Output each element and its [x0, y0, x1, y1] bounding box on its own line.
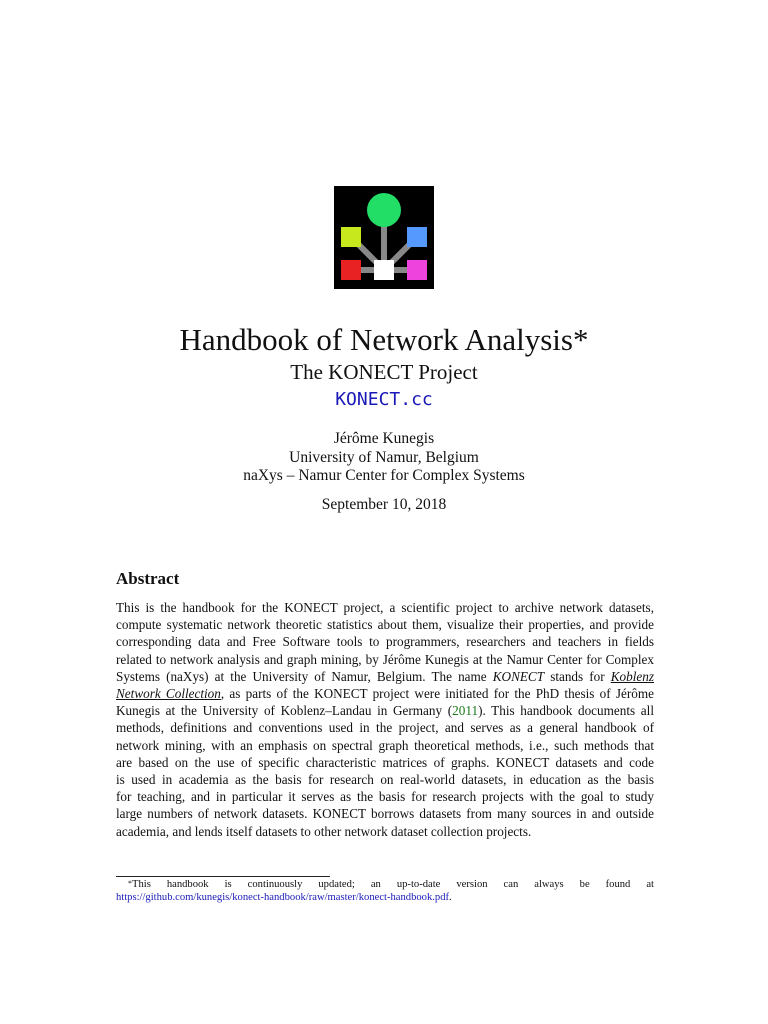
author-affiliation: University of Namur, Belgium [289, 448, 479, 466]
abstract-line: large numbers of network datasets. KONECT borrows datasets from many sources in and outside [116, 806, 654, 822]
abstract-text: stands for [544, 668, 611, 684]
konect-logo [334, 186, 434, 289]
abstract-line: This is the handbook for the KONECT project, a scientific project to archive network datasets, [116, 600, 654, 615]
abstract-line: academia, and lends itself datasets to other network dataset collection projects. [116, 823, 532, 839]
footnote-marker: * [128, 879, 132, 888]
abstract-line: compute systematic network theoretic statistics about them, visualize their properties, and provide [116, 617, 654, 633]
abstract-text: ). This handbook documents all [478, 703, 654, 719]
logo-node-bottom-right [407, 260, 427, 280]
abstract-line: network mining, with an emphasis on spectral graph theoretical methods, i.e., such methods that [116, 737, 654, 753]
author-name: Jérôme Kunegis [333, 430, 435, 447]
footnote-line [116, 892, 452, 903]
footnote-rule [116, 876, 330, 877]
abstract-body [116, 599, 654, 840]
konect-name-emphasis: KONECT [492, 668, 545, 684]
footnote-text: . [449, 892, 452, 903]
paper-title: Handbook of Network Analysis* [179, 322, 589, 357]
abstract-heading: Abstract [116, 569, 180, 588]
logo-node-right [407, 227, 427, 247]
handbook-url-link[interactable]: https://github.com/kunegis/konect-handbook/raw/master/konect-handbook.pdf [116, 892, 450, 903]
abstract-line [116, 685, 654, 702]
footnote-text: This handbook is continuously updated; an up-to-date version can always be found at [132, 879, 654, 890]
abstract-line: for teaching, and in particular it serves as the basis for research projects with the goal to study [116, 789, 654, 805]
network-collection-emphasis: Network Collection [116, 686, 221, 702]
footnote [116, 878, 654, 904]
logo-node-bottom-left [341, 260, 361, 280]
logo-node-bottom-center [374, 260, 394, 280]
abstract-text: , as parts of the KONECT project were initiated for the PhD thesis of Jérôme [220, 686, 654, 702]
abstract-line: are based on the use of specific characteristic matrices of graphs. KONECT datasets and code [116, 754, 654, 770]
paper-subtitle: The KONECT Project [290, 360, 478, 384]
abstract-line [116, 702, 654, 719]
author-block [0, 430, 768, 486]
abstract-line: is used in academia as the basis for research on real-world datasets, in education as the basis [116, 772, 654, 788]
abstract-line: corresponding data and Free Software tools to programmers, researchers and teachers in fields [116, 634, 654, 650]
abstract-line: methods, definitions and conventions used in the project, and serves as a general handbook of [116, 720, 654, 736]
abstract-text: Systems (naXys) at the University of Namur, Belgium. The name [116, 668, 493, 684]
abstract-line [116, 668, 654, 685]
koblenz-emphasis: Koblenz [610, 668, 654, 684]
logo-node-left [341, 227, 361, 247]
logo-node-top [367, 193, 401, 227]
citation-link[interactable]: 2011 [452, 703, 479, 719]
paper-date: September 10, 2018 [321, 496, 447, 513]
abstract-line: related to network analysis and graph mining, by Jérôme Kunegis at the Namur Center for Complex [116, 651, 654, 667]
footnote-line [116, 878, 654, 891]
abstract-text: Kunegis at the University of Koblenz–Landau in Germany ( [116, 703, 453, 719]
author-affiliation: naXys – Namur Center for Complex Systems [243, 467, 525, 484]
project-site-link[interactable]: KONECT.cc [335, 389, 433, 410]
